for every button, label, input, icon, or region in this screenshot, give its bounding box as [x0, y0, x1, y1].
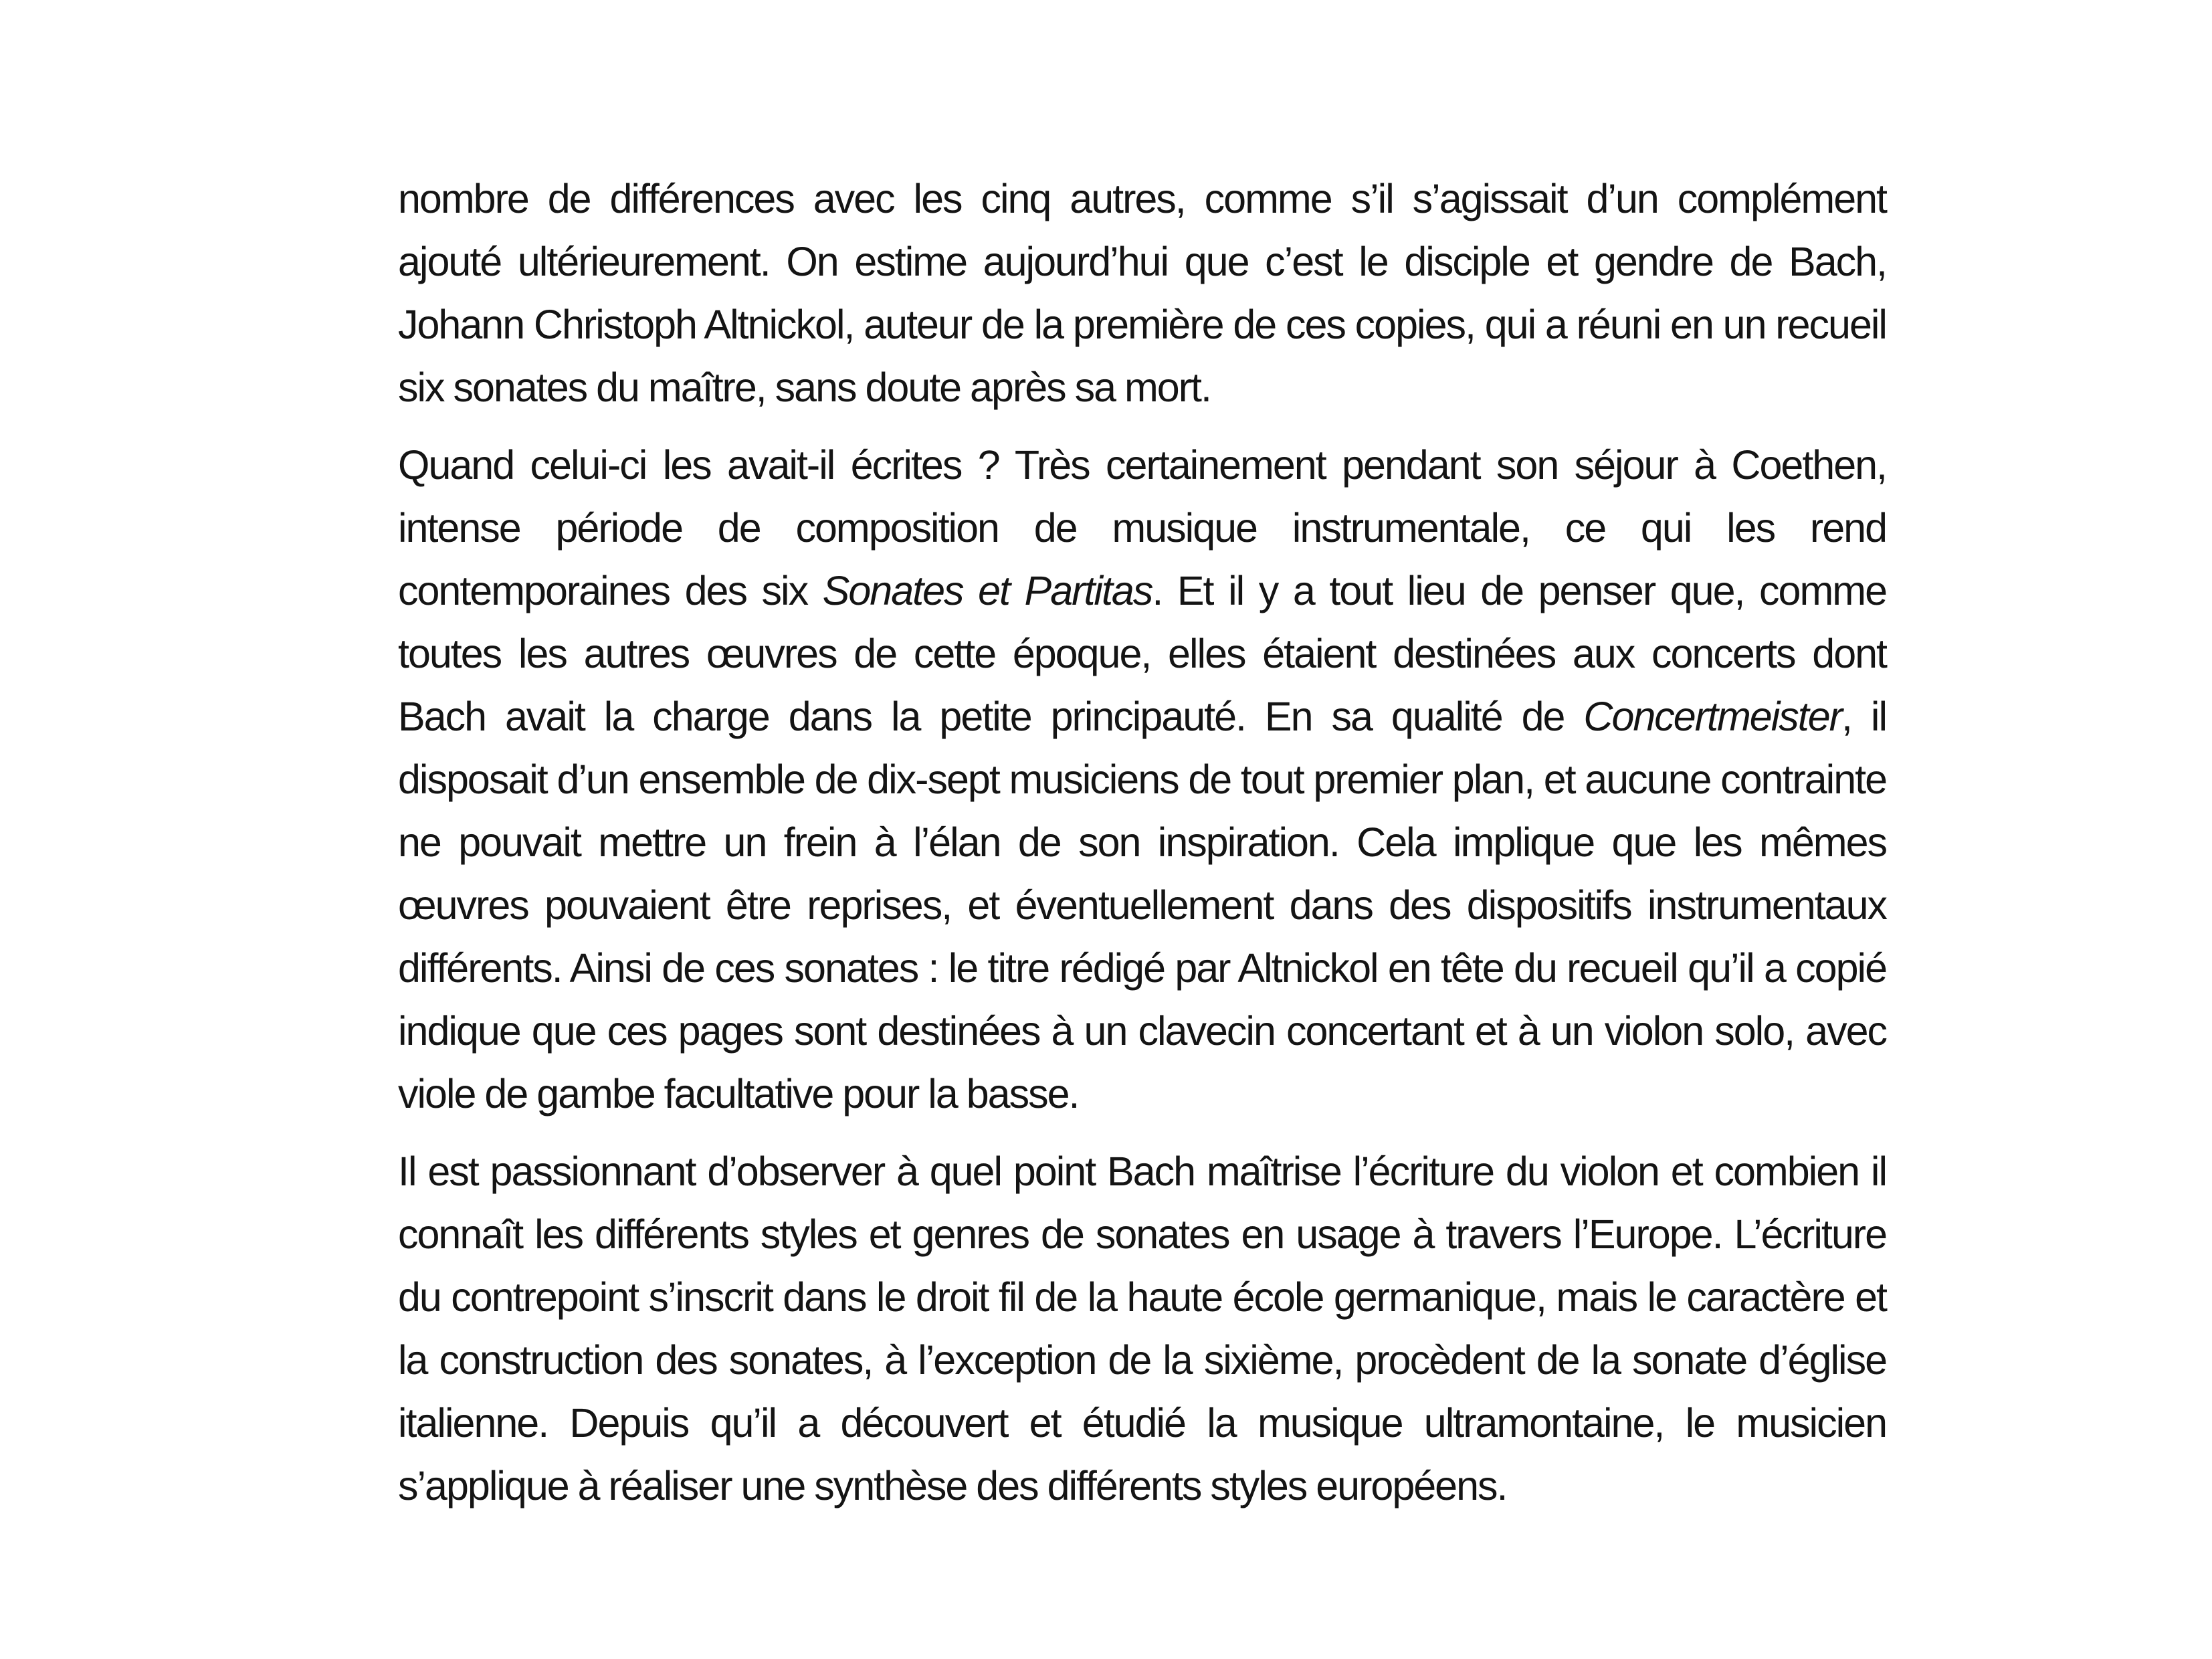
title-sonates-et-partitas: Sonates et Partitas [822, 568, 1152, 613]
paragraph-3-text: Il est passionnant d’observer à quel point Bach maîtrise l’écriture du violon et combien il connaît les différents styles et genres de sonates en usage à travers l’Europe. L’écriture du contrepoint s’inscrit dans le droit fil de la haute école germanique, mais le caractère et la construction des sonates, à l’exception de la sixième, procèdent de la sonate d’église italienne. Depuis qu’il a découvert et étudié la musique ultramontaine, le musicien s’applique à réaliser une synthèse des différents styles européens. [398, 1149, 1886, 1508]
paragraph-1-text: nombre de différences avec les cinq autres, comme s’il s’agissait d’un complément ajouté ultérieurement. On estime aujourd’hui que c’est le disciple et gendre de Bach, Johann Christoph Altnickol, auteur de la première de ces copies, qui a réuni en un recueil six sonates du maître, sans doute après sa mort. [398, 176, 1886, 410]
paragraph-2 [398, 433, 1886, 1125]
paragraph-2-text-b: . Et il y a tout lieu de penser que, comme toutes les autres œuvres de cette époque, elles étaient destinées aux concerts dont Bach avait la charge dans la petite principauté. En sa qualité de [398, 568, 1887, 739]
body-text [398, 167, 1886, 1517]
paragraph-2-text-c: , il disposait d’un ensemble de dix-sept musiciens de tout premier plan, et aucune contrainte ne pouvait mettre un frein à l’élan de son inspiration. Cela implique que les mêmes œuvres pouvaient être reprises, et éventuellement dans des dispositifs instrumentaux différents. Ainsi de ces sonates : le titre rédigé par Altnickol en tête du recueil qu’il a copié indique que ces pages sont destinées à un clavecin concertant et à un violon solo, avec viole de gambe facultative pour la basse. [398, 694, 1886, 1116]
term-concertmeister: Concertmeister [1583, 694, 1841, 739]
paragraph-2-text-a: Quand celui-ci les avait-il écrites ? Très certainement pendant son séjour à Coethen, intense période de composition de musique instrumentale, ce qui les rend contemporaines des six [398, 442, 1886, 613]
paragraph-1 [398, 167, 1886, 419]
paragraph-3 [398, 1140, 1886, 1517]
